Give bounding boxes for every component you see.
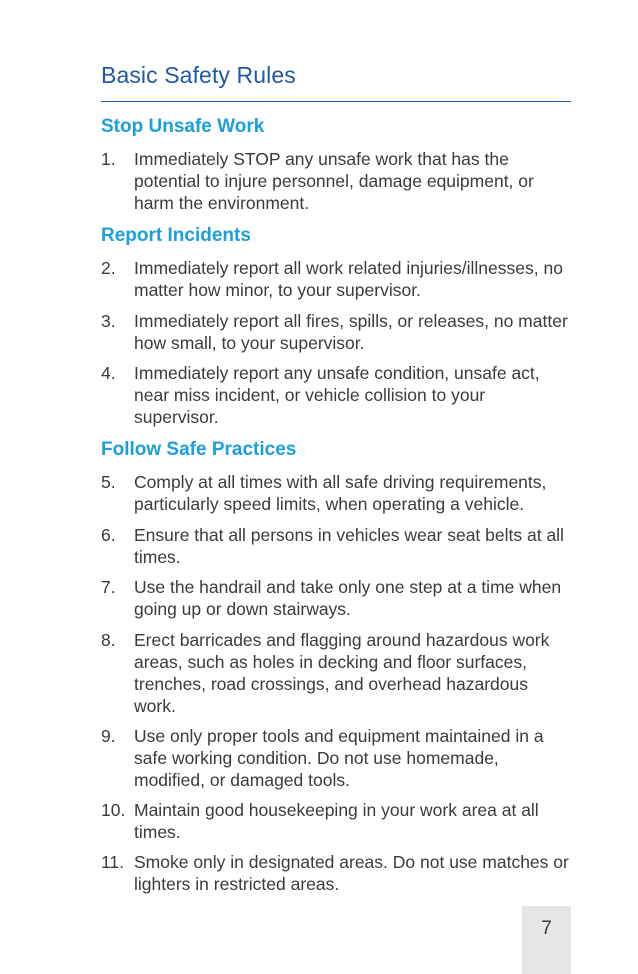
item-text: Use the handrail and take only one step at a time when going up or down stairways. — [134, 577, 562, 619]
section-heading-stop-unsafe-work: Stop Unsafe Work — [101, 116, 265, 137]
list-item — [101, 524, 571, 568]
item-text: Ensure that all persons in vehicles wear seat belts at all times. — [134, 525, 564, 567]
item-number: 8. — [101, 630, 116, 650]
list-item — [101, 851, 571, 895]
list-item — [101, 725, 571, 791]
list-item — [101, 257, 571, 301]
item-number: 3. — [101, 311, 116, 331]
item-text: Immediately report all work related injuries/illnesses, no matter how minor, to your supervisor. — [134, 258, 563, 300]
item-text: Erect barricades and flagging around hazardous work areas, such as holes in decking and floor surfaces, trenches, road crossings, and overhead hazardous work. — [134, 630, 550, 716]
item-number: 1. — [101, 149, 116, 169]
section-heading-follow-safe-practices: Follow Safe Practices — [101, 439, 297, 460]
list-item — [101, 362, 571, 428]
item-text: Immediately report all fires, spills, or releases, no matter how small, to your supervisor. — [134, 311, 568, 353]
page-number: 7 — [541, 918, 552, 939]
item-number: 2. — [101, 258, 116, 278]
item-text: Use only proper tools and equipment maintained in a safe working condition. Do not use homemade, modified, or damaged tools. — [134, 726, 544, 790]
item-text: Immediately STOP any unsafe work that has the potential to injure personnel, damage equipment, or harm the environment. — [134, 149, 534, 213]
title-divider — [101, 101, 571, 102]
item-number: 4. — [101, 363, 116, 383]
item-text: Immediately report any unsafe condition, unsafe act, near miss incident, or vehicle collision to your supervisor. — [134, 363, 540, 427]
item-number: 10. — [101, 800, 126, 820]
page-number-tab — [522, 906, 571, 974]
item-number: 5. — [101, 472, 116, 492]
item-number: 11. — [101, 852, 125, 872]
item-text: Comply at all times with all safe driving requirements, particularly speed limits, when operating a vehicle. — [134, 472, 547, 514]
item-number: 7. — [101, 577, 116, 597]
section-heading-report-incidents: Report Incidents — [101, 225, 251, 246]
list-item — [101, 576, 571, 620]
list-item — [101, 629, 571, 717]
list-item — [101, 148, 571, 214]
page-title: Basic Safety Rules — [101, 62, 296, 88]
item-text: Smoke only in designated areas. Do not use matches or lighters in restricted areas. — [134, 852, 569, 894]
list-item — [101, 471, 571, 515]
item-number: 9. — [101, 726, 116, 746]
item-text: Maintain good housekeeping in your work area at all times. — [134, 800, 539, 842]
item-number: 6. — [101, 525, 116, 545]
list-item — [101, 799, 571, 843]
list-item — [101, 310, 571, 354]
